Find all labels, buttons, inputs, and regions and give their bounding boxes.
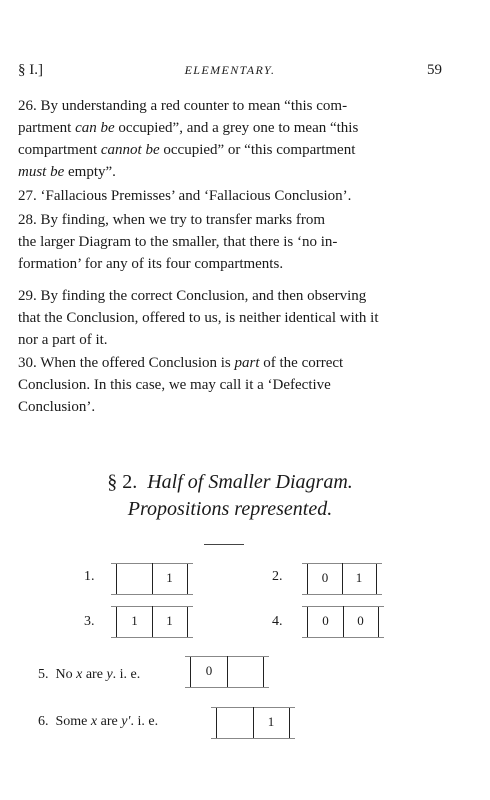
variable-y: y bbox=[106, 667, 113, 682]
p30-line-1 bbox=[18, 352, 442, 374]
cell-right: 0 bbox=[357, 613, 364, 628]
page-header bbox=[18, 62, 442, 82]
proposition-6 bbox=[38, 714, 158, 730]
diagram-5 bbox=[190, 656, 264, 688]
text: of the correct bbox=[259, 355, 344, 371]
variable-y: y′ bbox=[121, 714, 131, 729]
cell-right: 1 bbox=[166, 570, 173, 585]
proposition-number: 6. bbox=[38, 714, 49, 729]
section-number: § 2. bbox=[107, 471, 138, 493]
cell-left: 0 bbox=[205, 663, 213, 678]
paragraph-26 bbox=[18, 95, 442, 183]
diagram-4-label: 4. bbox=[272, 614, 283, 629]
diagram-2 bbox=[307, 563, 377, 595]
paragraph-28 bbox=[18, 209, 442, 275]
section-marker: § I.] bbox=[18, 62, 43, 78]
italic-text: cannot be bbox=[100, 142, 160, 158]
section-title: Half of Smaller Diagram. bbox=[147, 471, 353, 493]
cell-left: 0 bbox=[321, 570, 329, 585]
diagram-2-label: 2. bbox=[272, 569, 283, 584]
text: Some bbox=[55, 714, 91, 729]
section-heading bbox=[18, 469, 442, 523]
p30-line-2: Conclusion. In this case, we may call it a ‘Defective bbox=[18, 377, 331, 393]
diagram-3-label: 3. bbox=[84, 614, 95, 629]
paragraph-29 bbox=[18, 285, 442, 351]
p26-line-2 bbox=[18, 117, 442, 139]
italic-text: can be bbox=[75, 120, 115, 136]
diagram-6 bbox=[216, 707, 290, 739]
p29-line-1: 29. By finding the correct Conclusion, and then observing bbox=[18, 288, 367, 304]
paragraph-30 bbox=[18, 352, 442, 418]
text: are bbox=[82, 667, 107, 682]
p28-line-1: 28. By finding, when we try to transfer marks from bbox=[18, 212, 326, 228]
p26-line-3 bbox=[18, 139, 442, 161]
cell-right: 1 bbox=[166, 613, 173, 628]
text: empty”. bbox=[64, 164, 116, 180]
proposition-number: 5. bbox=[38, 667, 49, 682]
p29-line-2: that the Conclusion, offered to us, is neither identical with it bbox=[18, 310, 379, 326]
diagram-3 bbox=[116, 606, 188, 638]
text: 30. When the offered Conclusion is bbox=[18, 355, 235, 371]
section-subtitle: Propositions represented. bbox=[127, 498, 333, 520]
text: compartment bbox=[18, 142, 101, 158]
p27-line-1: 27. ‘Fallacious Premisses’ and ‘Fallacious Conclusion’. bbox=[18, 188, 352, 204]
p26-line-1: 26. By understanding a red counter to mean “this com- bbox=[18, 98, 348, 114]
italic-text: part bbox=[234, 355, 260, 371]
text: partment bbox=[18, 120, 76, 136]
diagram-1 bbox=[116, 563, 188, 595]
p28-line-3: formation’ for any of its four compartments. bbox=[18, 256, 284, 272]
page-number: 59 bbox=[427, 62, 442, 78]
text: occupied”, and a grey one to mean “this bbox=[114, 120, 359, 136]
p26-line-4 bbox=[18, 161, 442, 183]
text: . i. e. bbox=[112, 667, 141, 682]
proposition-5 bbox=[38, 667, 140, 683]
running-title: ELEMENTARY. bbox=[184, 63, 276, 77]
text: No bbox=[55, 667, 77, 682]
text: . i. e. bbox=[130, 714, 159, 729]
variable-x: x bbox=[90, 714, 98, 729]
section-heading-line-1 bbox=[18, 469, 442, 496]
divider bbox=[227, 656, 228, 688]
text: are bbox=[97, 714, 122, 729]
text: occupied” or “this compartment bbox=[159, 142, 356, 158]
cell-left: 1 bbox=[131, 613, 138, 628]
p29-line-3: nor a part of it. bbox=[18, 332, 108, 348]
p28-line-2: the larger Diagram to the smaller, that there is ‘no in- bbox=[18, 234, 338, 250]
diagram-1-label: 1. bbox=[84, 569, 95, 584]
variable-x: x bbox=[76, 667, 83, 682]
p30-line-3: Conclusion’. bbox=[18, 399, 96, 415]
cell-left: 0 bbox=[322, 613, 329, 628]
cell-right: 1 bbox=[355, 570, 363, 585]
divider-rule bbox=[204, 544, 244, 545]
cell-right: 1 bbox=[267, 714, 275, 729]
italic-text: must be bbox=[18, 164, 65, 180]
diagram-4 bbox=[307, 606, 379, 638]
paragraph-27 bbox=[18, 185, 442, 207]
